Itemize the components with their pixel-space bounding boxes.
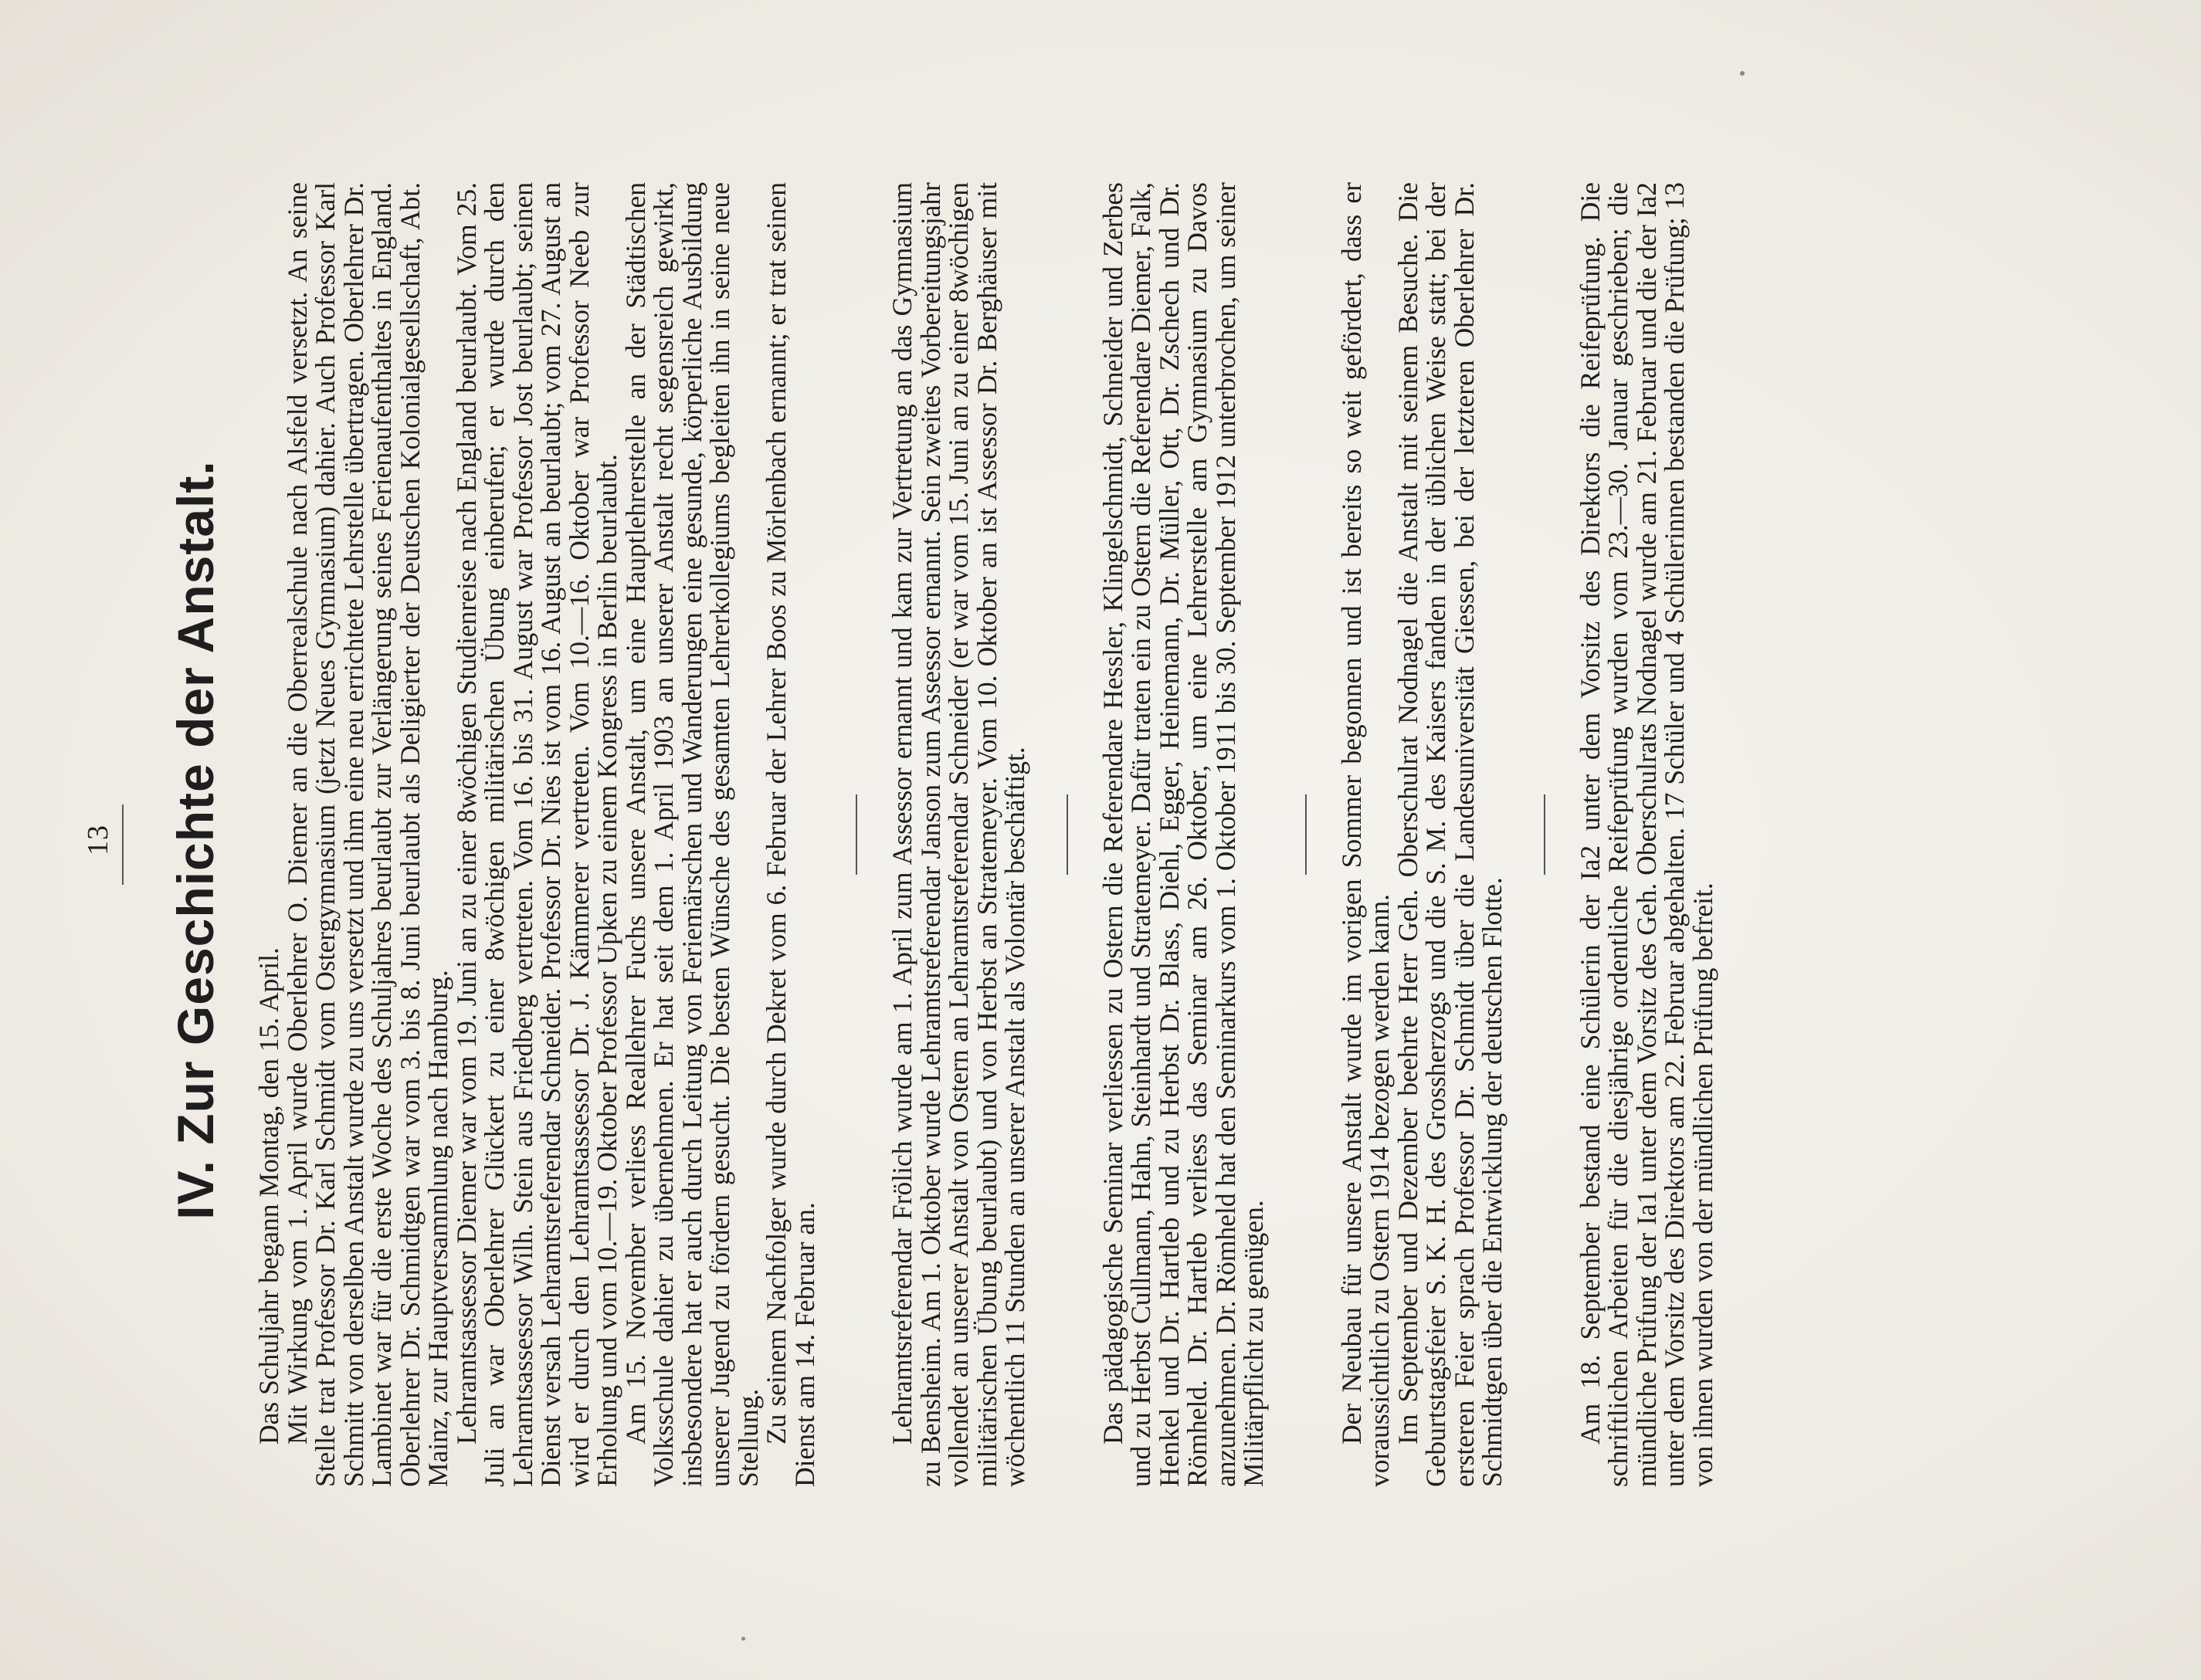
paragraph: Lehramtsreferendar Frölich wurde am 1. April zum Assessor ernannt und kam zur Vertretung an das Gymnasium zu Bensheim. Am 1. Oktober wurde Lehramtsreferendar Janson zum Assessor ernannt. Sein zweites Vorbereitungsjahr vollendet an unserer Anstalt von Ostern an Lehramtsreferendar Schneider (er war vom 15. Juni an zu einer 8wöchigen militärischen Übung beurlaubt) und von Herbst an Stratemeyer. Vom 10. Oktober an ist Assessor Dr. Berghäuser mit wöchentlich 11 Stunden an unserer Anstalt als Volontär beschäftigt. [887, 182, 1030, 1487]
paragraph: Am 18. September bestand eine Schülerin der Ia2 unter dem Vorsitz des Direktors die Reifeprüfung. Die schriftlichen Arbeiten für die diesjährige ordentliche Reifeprüfung wurden vom 23.—30. Januar geschrieben; die mündliche Prüfung der Ia1 unter dem Vorsitz des Geh. Oberschulrats Nodnagel wurde am 21. Februar und die der Ia2 unter dem Vorsitz des Direktors am 22. Februar abgehalten. 17 Schüler und 4 Schülerinnen bestanden die Prüfung; 13 von ihnen wurden von der mündlichen Prüfung befreit. [1574, 182, 1718, 1487]
paragraph: Im September und Dezember beehrte Herr Geh. Oberschulrat Nodnagel die Anstalt mit seinem Besuche. Die Geburtstagsfeier S. K. H. des Grossherzogs und die S. M. des Kaisers fanden in der üblichen Weise statt; bei der ersteren Feier sprach Professor Dr. Schmidt über die Landesuniversität Giessen, bei der letzteren Oberlehrer Dr. Schmidtgen über die Entwicklung der deutschen Flotte. [1392, 182, 1507, 1487]
section-divider [1544, 794, 1545, 875]
paragraph: Lehramtsassessor Diemer war vom 19. Juni an zu einer 8wöchigen Studienreise nach England beurlaubt. Vom 25. Juli an war Oberlehrer Glückert zu einer 8wöchigen militärischen Übung einberufen; er wurde durch den Lehramtsassessor Wilh. Stein aus Friedberg vertreten. Vom 16. bis 31. August war Professor Jost beurlaubt; seinen Dienst versah Lehramtsreferendar Schneider. Professor Dr. Nies ist vom 16. August an beurlaubt; vom 27. August an wird er durch den Lehramtsassessor Dr. J. Kämmerer vertreten. Vom 10.—16. Oktober war Professor Neeb zur Erholung und vom 10.—19. Oktober Professor Upken zu einem Kongress in Berlin beurlaubt. [450, 182, 622, 1487]
section-divider [856, 794, 857, 875]
paper-speck [741, 1637, 745, 1641]
paragraph: Das pädagogische Seminar verliessen zu Ostern die Referendare Hessler, Klingelschmidt, Schneider und Zerbes und zu Herbst Cullmann, Hahn, Steinhardt und Stratemeyer. Dafür traten ein zu Ostern die Referendare Diemer, Falk, Henkel und Dr. Hartleb und zu Herbst Dr. Blass, Diehl, Egger, Heinemann, Dr. Müller, Ott, Dr. Zschech und Dr. Römheld. Dr. Hartleb verliess das Seminar am 26. Oktober, um eine Lehrerstelle am Gymnasium zu Davos anzunehmen. Dr. Römheld hat den Seminarkurs vom 1. Oktober 1911 bis 30. September 1912 unterbrochen, um seiner Militärpflicht zu genügen. [1097, 182, 1269, 1487]
paragraph: Mit Wirkung vom 1. April wurde Oberlehrer O. Diemer an die Oberrealschule nach Alsfeld versetzt. An seine Stelle trat Professor Dr. Karl Schmidt vom Ostergymnasium (jetzt Neues Gymnasium) dahier. Auch Professor Karl Schmitt von derselben Anstalt wurde zu uns versetzt und ihm eine neu errichtete Lehrstelle übertragen. Oberlehrer Dr. Lambinet war für die erste Woche des Schuljahres beurlaubt zur Verlängerung seines Ferienaufenthaltes in England. Oberlehrer Dr. Schmidtgen war vom 3. bis 8. Juni beurlaubt als Deligierter der Deutschen Kolonialgesellschaft, Abt. Mainz, zur Hauptversammlung nach Hamburg. [281, 182, 453, 1487]
page-number-rule [122, 804, 124, 885]
section-divider [1067, 794, 1068, 875]
paragraph: Das Schuljahr begann Montag, den 15. April. [253, 947, 284, 1445]
paragraph: Zu seinem Nachfolger wurde durch Dekret vom 6. Februar der Lehrer Boos zu Mörlenbach ernannt; er trat seinen Dienst am 14. Februar an. [761, 182, 820, 1487]
section-divider [1305, 794, 1307, 875]
page-title: IV. Zur Geschichte der Anstalt. [167, 460, 224, 1220]
page-number: 13 [82, 825, 114, 855]
section [255, 182, 819, 1487]
section [1099, 182, 1268, 1487]
section [888, 182, 1029, 1487]
paper-speck [1740, 71, 1745, 76]
section [1576, 182, 1718, 1487]
paragraph: Der Neubau für unsere Anstalt wurde im vorigen Sommer begonnen und ist bereits so weit gefördert, dass er voraussichtlich zu Ostern 1914 bezogen werden kann. [1335, 182, 1395, 1487]
body-text [255, 182, 1717, 1487]
paragraph: Am 15. November verliess Reallehrer Fuchs unsere Anstalt, um eine Hauptlehrerstelle an der Städtischen Volksschule dahier zu übernehmen. Er hat seit dem 1. April 1903 an unserer Anstalt recht segensreich gewirkt, insbesondere hat er auch durch Leitung von Feriemärschen und Wanderungen eine gesunde, körperliche Ausbildung unserer Jugend zu fördern gesucht. Die besten Wünsche des gesamten Lehrerkollegiums begleiten ihn in seine neue Stellung. [619, 182, 764, 1487]
section [1335, 182, 1507, 1487]
